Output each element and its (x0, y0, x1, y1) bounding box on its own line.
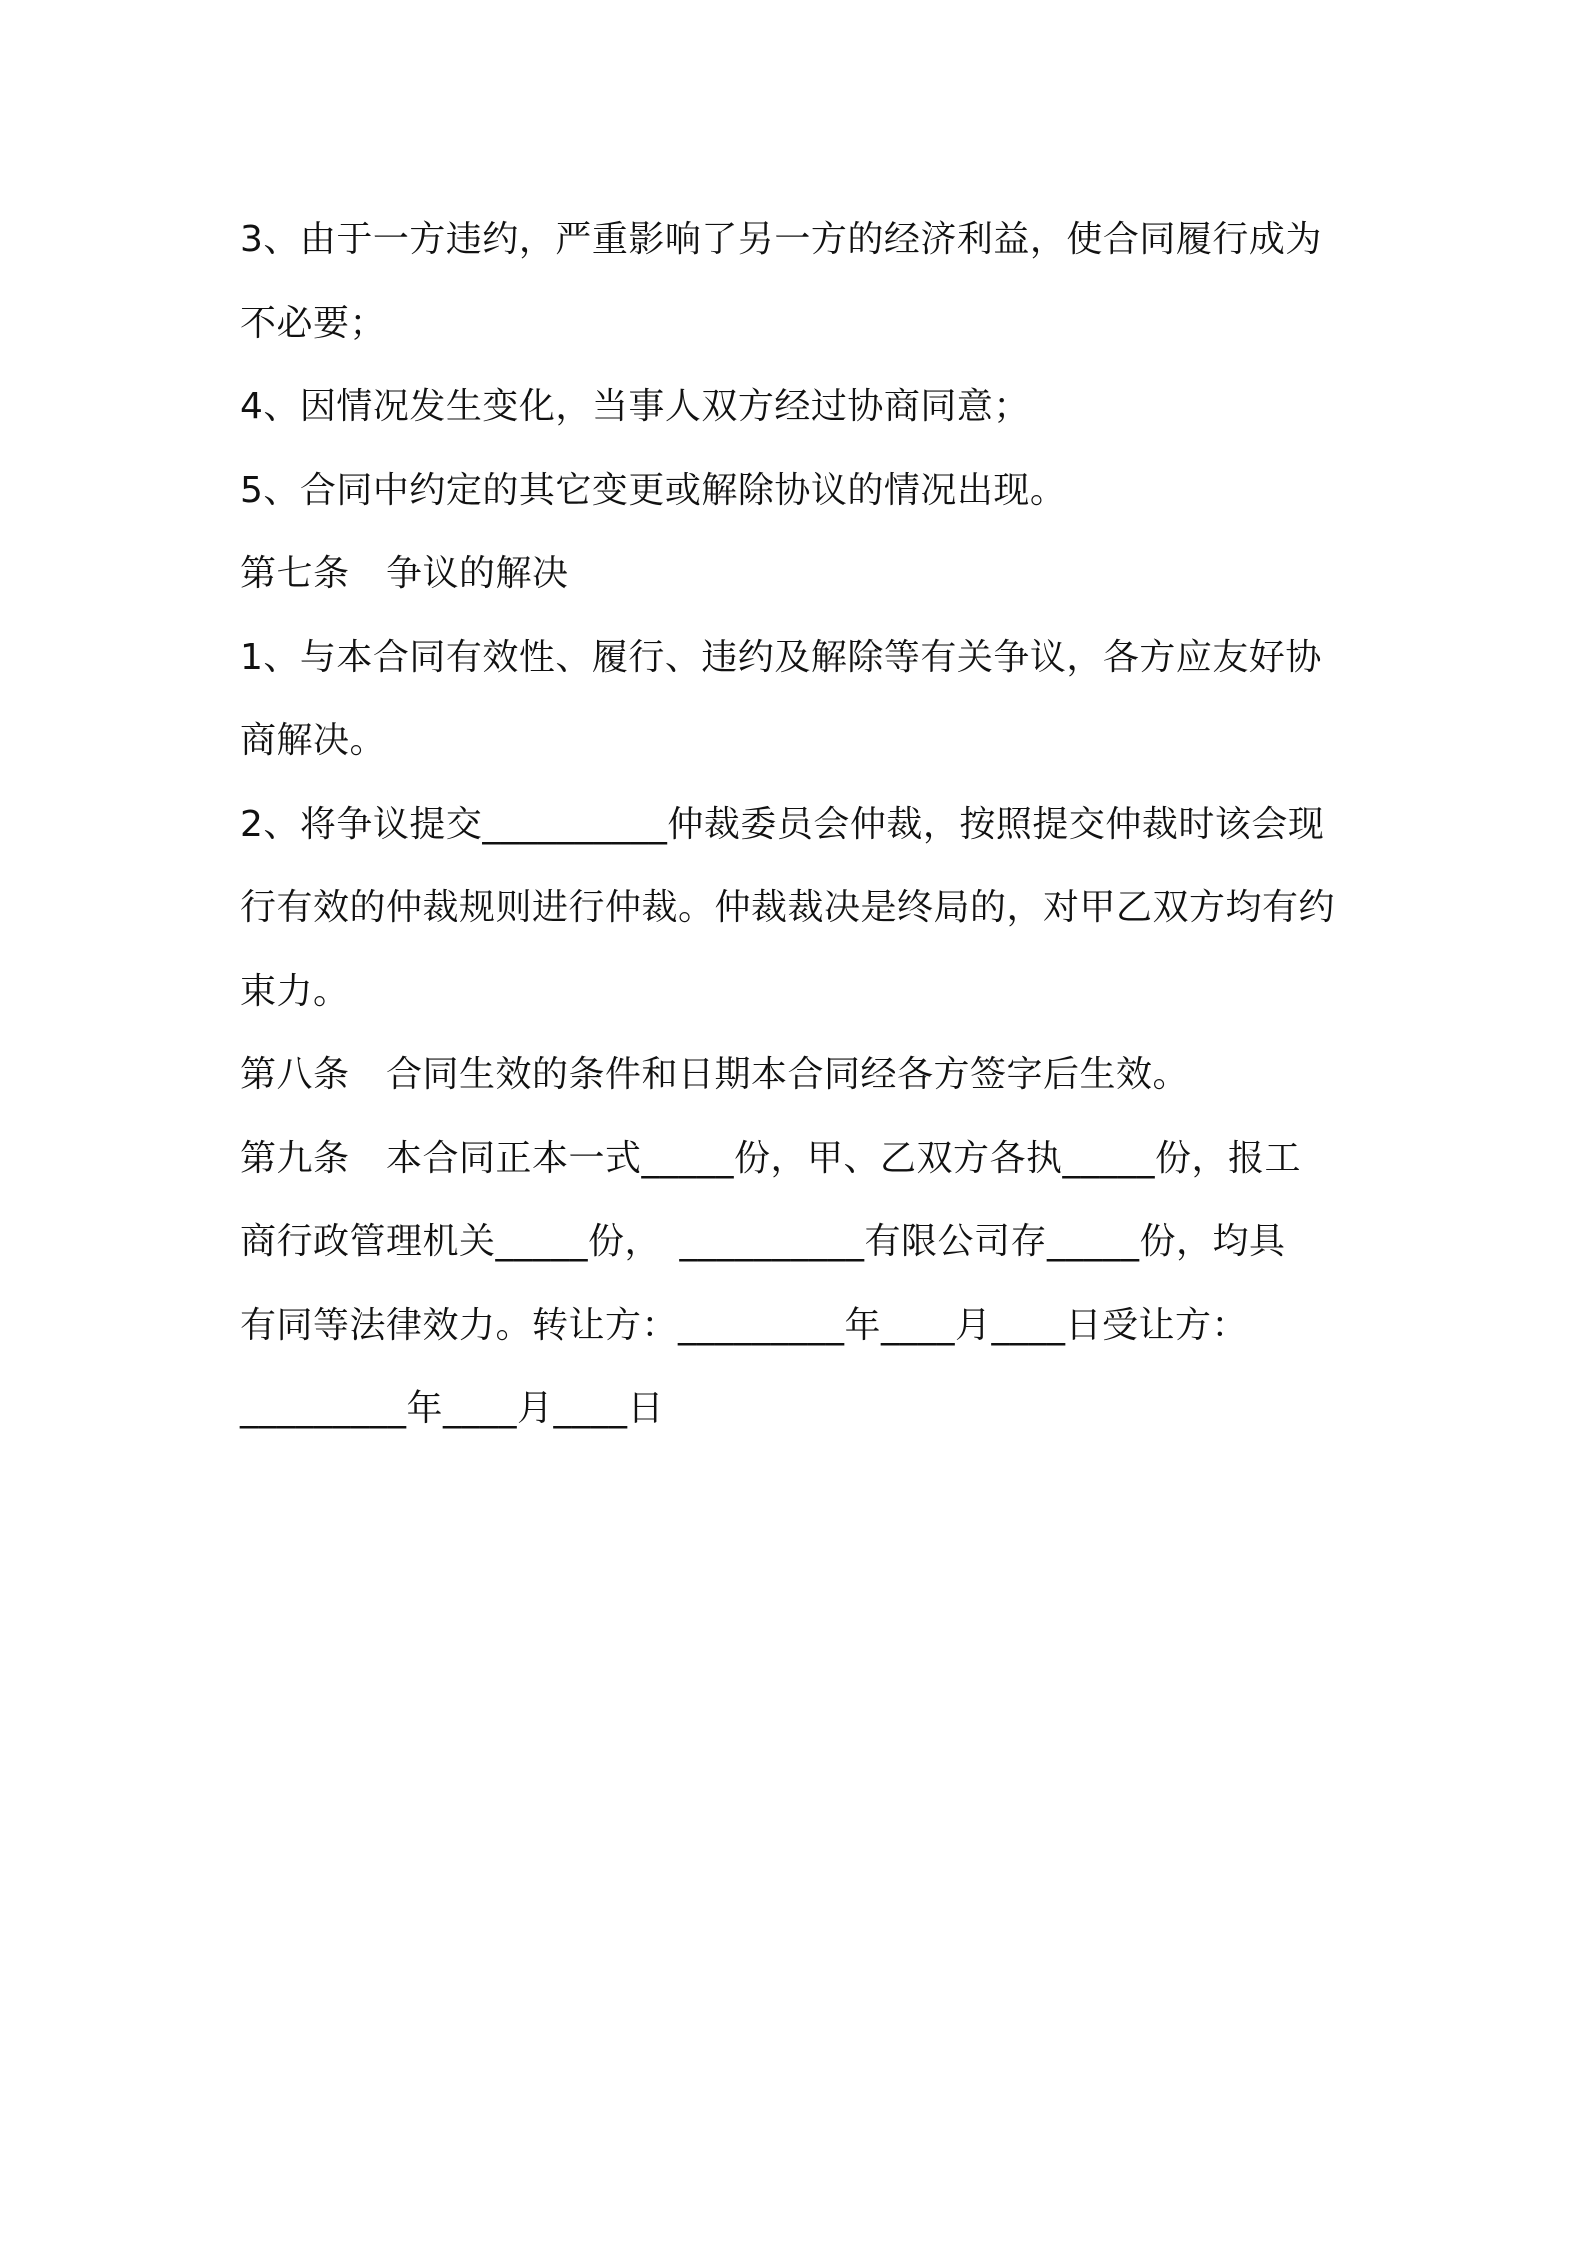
clause-line-3: 4、因情况发生变化，当事人双方经过协商同意； (240, 386, 1030, 427)
article-8-line: 第八条 合同生效的条件和日期本合同经各方签字后生效。 (240, 1054, 1190, 1095)
contract-body (240, 198, 1360, 1451)
clause-line-6: 1、与本合同有效性、履行、违约及解除等有关争议，各方应友好协 (240, 636, 1322, 678)
clause-line-9: 行有效的仲裁规则进行仲裁。仲裁裁决是终局的，对甲乙双方均有约 (240, 887, 1336, 928)
article-7-heading: 第七条 争议的解决 (240, 553, 569, 594)
clause-line-10: 束力。 (240, 970, 350, 1012)
signature-line-2: _________年____月____日 (240, 1388, 664, 1429)
clause-line-7: 商解决。 (240, 720, 387, 761)
signature-line-1: 有同等法律效力。转让方：_________年____月____日受让方： (240, 1304, 1249, 1346)
clause-line-1: 3、由于一方违约，严重影响了另一方的经济利益，使合同履行成为 (240, 219, 1322, 260)
clause-line-4: 5、合同中约定的其它变更或解除协议的情况出现。 (240, 469, 1067, 511)
article-9-line-1: 第九条 本合同正本一式_____份，甲、乙双方各执_____份，报工 (240, 1137, 1302, 1179)
article-9-line-2: 商行政管理机关_____份， __________有限公司存_____份，均具 (240, 1221, 1286, 1262)
clause-line-8: 2、将争议提交__________仲裁委员会仲裁，按照提交仲裁时该会现 (240, 803, 1325, 845)
clause-line-2: 不必要； (240, 302, 387, 344)
